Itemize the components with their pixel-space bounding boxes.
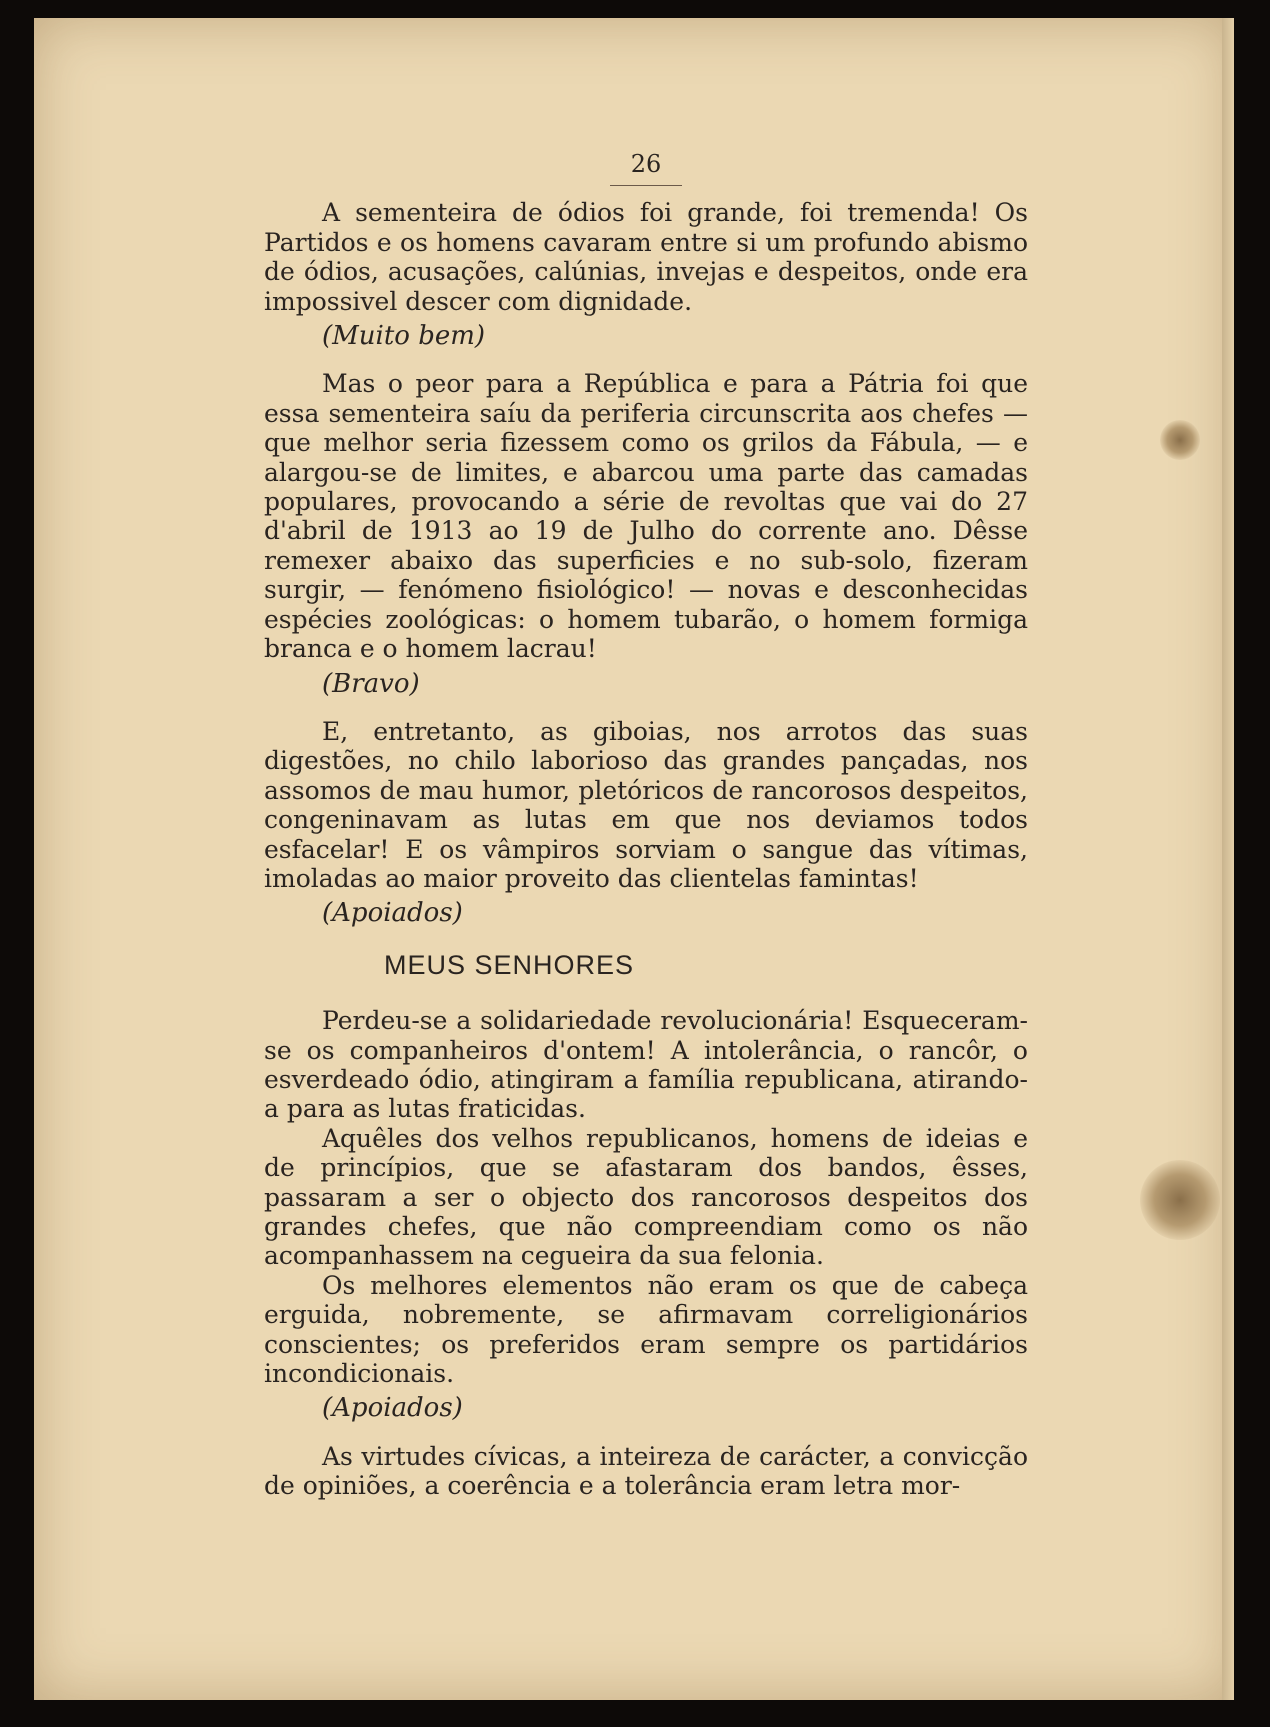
aside-muito-bem: (Muito bem) <box>322 321 486 352</box>
page-edge <box>1222 18 1234 1700</box>
paragraph-7: As virtudes cívicas, a inteireza de carácter, a convicção de opiniões, a coerência e a tolerância eram letra mor- <box>264 1441 1028 1501</box>
aside-apoiados-1: (Apoiados) <box>322 898 463 929</box>
paper-stain <box>1160 420 1200 460</box>
page-number: 26 <box>630 150 662 178</box>
aside-bravo: (Bravo) <box>322 668 420 699</box>
paragraph-5: Aquêles dos velhos republicanos, homens de ideias e de princípios, que se afastaram dos bandos, êsses, passaram a ser o objecto dos rancorosos despeitos dos grandes chefes, que não compreendiam como os não acompanhassem na cegueira da sua felonia. <box>264 1123 1028 1271</box>
paragraph-3: E, entretanto, as giboias, nos arrotos das suas digestões, no chilo laborioso das grandes pançadas, nos assomos de mau humor, pletóricos de rancorosos despeitos, congeninavam as lutas em que nos deviamos todos esfacelar! E os vâmpiros sorviam o sangue das vítimas, imoladas ao maior proveito das clientelas famintas! <box>264 716 1028 893</box>
paper-stain <box>1140 1160 1220 1240</box>
paragraph-2: Mas o peor para a República e para a Pátria foi que essa sementeira saíu da periferia circunscrita aos chefes — que melhor seria fizessem como os grilos da Fábula, — e alargou-se de limites, e abarcou uma parte das camadas populares, provocando a série de revoltas que vai do 27 d'abril de 1913 ao 19 de Julho do corrente ano. Dêsse remexer abaixo das superficies e no sub-solo, fizeram surgir, — fenómeno fisiológico! — novas e desconhecidas espécies zoológicas: o homem tubarão, o homem formiga branca e o homem lacrau! <box>264 369 1028 664</box>
section-heading: MEUS SENHORES <box>384 949 635 980</box>
paragraph-6: Os melhores elementos não eram os que de cabeça erguida, nobremente, se afirmavam correligionários conscientes; os preferidos eram sempre os partidários incondicionais. <box>264 1270 1028 1389</box>
text-block <box>264 150 1028 1501</box>
paragraph-1: A sementeira de ódios foi grande, foi tremenda! Os Partidos e os homens cavaram entre si um profundo abismo de ódios, acusações, calúnias, invejas e despeitos, onde era impossivel descer com dignidade. <box>264 198 1028 316</box>
page-number-rule <box>610 185 682 186</box>
paragraph-4: Perdeu-se a solidariedade revolucionária! Esqueceram-se os companheiros d'ontem! A intolerância, o rancôr, o esverdeado ódio, atingiram a família republicana, atirando-a para as lutas fraticidas. <box>264 1006 1028 1124</box>
aside-apoiados-2: (Apoiados) <box>322 1393 463 1424</box>
